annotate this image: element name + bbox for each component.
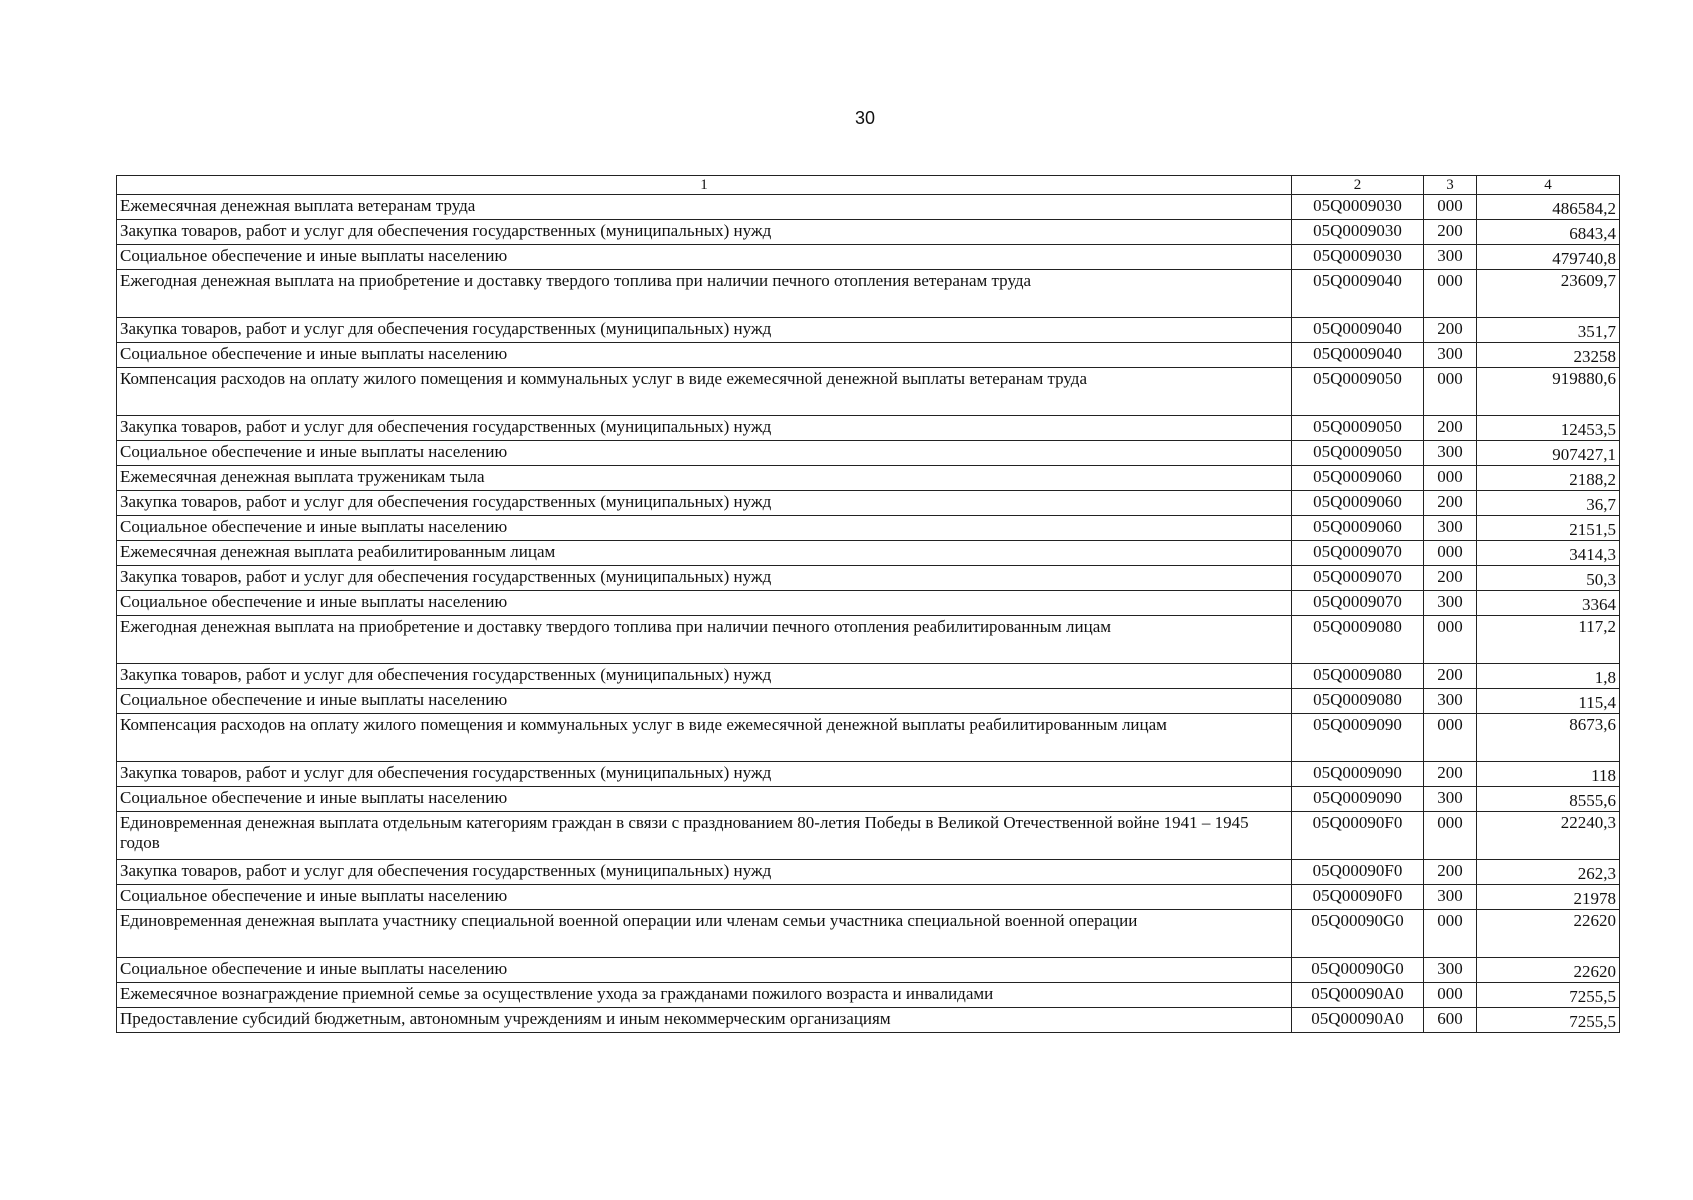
row-code-cell: 05Q0009090 [1292,714,1424,762]
row-code-cell: 05Q00090F0 [1292,812,1424,860]
row-name-cell: Закупка товаров, работ и услуг для обеспечения государственных (муниципальных) нужд [117,664,1292,689]
row-amount-value: 479740,8 [1552,249,1616,268]
row-amount-cell [1477,910,1620,958]
row-kind-cell: 000 [1424,195,1477,220]
row-kind-cell: 300 [1424,441,1477,466]
table-row [117,812,1620,860]
row-amount-value: 115,4 [1578,693,1616,712]
table-row [117,787,1620,812]
row-name-cell: Социальное обеспечение и иные выплаты населению [117,885,1292,910]
row-amount-cell [1477,491,1620,516]
row-kind-cell: 300 [1424,787,1477,812]
table-row [117,591,1620,616]
row-amount-cell [1477,516,1620,541]
row-amount-cell [1477,812,1620,860]
table-row [117,343,1620,368]
row-name-cell: Закупка товаров, работ и услуг для обеспечения государственных (муниципальных) нужд [117,416,1292,441]
row-name-cell: Социальное обеспечение и иные выплаты населению [117,441,1292,466]
row-amount-cell [1477,689,1620,714]
row-name-cell: Социальное обеспечение и иные выплаты населению [117,343,1292,368]
row-amount-value: 118 [1591,766,1616,785]
row-kind-cell: 000 [1424,368,1477,416]
row-kind-cell: 000 [1424,812,1477,860]
row-amount-value: 262,3 [1577,864,1616,883]
row-amount-cell [1477,714,1620,762]
row-amount-value: 22240,3 [1560,813,1616,832]
row-name-cell: Ежемесячная денежная выплата ветеранам труда [117,195,1292,220]
row-amount-cell [1477,318,1620,343]
table-row [117,245,1620,270]
row-amount-value: 7255,5 [1569,1012,1616,1031]
table-row [117,910,1620,958]
row-name-cell: Ежегодная денежная выплата на приобретение и доставку твердого топлива при наличии печного отопления ветеранам труда [117,270,1292,318]
row-amount-cell [1477,616,1620,664]
row-amount-value: 12453,5 [1560,420,1616,439]
row-code-cell: 05Q0009080 [1292,689,1424,714]
row-kind-cell: 000 [1424,714,1477,762]
row-amount-cell [1477,220,1620,245]
row-amount-value: 21978 [1573,889,1616,908]
row-amount-value: 117,2 [1578,617,1616,636]
budget-table [116,175,1620,1033]
table-row [117,220,1620,245]
row-amount-value: 36,7 [1586,495,1616,514]
row-kind-cell: 000 [1424,910,1477,958]
row-name-cell: Ежегодная денежная выплата на приобретение и доставку твердого топлива при наличии печного отопления реабилитированным лицам [117,616,1292,664]
row-name-cell: Единовременная денежная выплата участнику специальной военной операции или членам семьи участника специальной военной операции [117,910,1292,958]
row-amount-cell [1477,466,1620,491]
row-name-cell: Закупка товаров, работ и услуг для обеспечения государственных (муниципальных) нужд [117,762,1292,787]
row-kind-cell: 200 [1424,664,1477,689]
row-amount-value: 23609,7 [1560,271,1616,290]
column-header-1: 1 [117,176,1292,195]
row-name-cell: Социальное обеспечение и иные выплаты населению [117,516,1292,541]
table-row [117,541,1620,566]
table-row [117,762,1620,787]
table-row [117,416,1620,441]
table-row [117,368,1620,416]
row-code-cell: 05Q0009070 [1292,541,1424,566]
row-code-cell: 05Q0009040 [1292,343,1424,368]
row-amount-value: 907427,1 [1552,445,1616,464]
row-amount-value: 1,8 [1594,668,1616,687]
row-amount-cell [1477,270,1620,318]
row-amount-value: 22620 [1573,911,1616,930]
row-amount-value: 8673,6 [1569,715,1616,734]
row-amount-cell [1477,368,1620,416]
table-row [117,616,1620,664]
row-amount-value: 919880,6 [1552,369,1616,388]
row-code-cell: 05Q0009030 [1292,195,1424,220]
row-kind-cell: 600 [1424,1008,1477,1033]
table-row [117,885,1620,910]
row-name-cell: Социальное обеспечение и иные выплаты населению [117,591,1292,616]
row-name-cell: Компенсация расходов на оплату жилого помещения и коммунальных услуг в виде ежемесячной денежной выплаты ветеранам труда [117,368,1292,416]
row-name-cell: Компенсация расходов на оплату жилого помещения и коммунальных услуг в виде ежемесячной денежной выплаты реабилитированным лицам [117,714,1292,762]
row-name-cell: Единовременная денежная выплата отдельным категориям граждан в связи с празднованием 80-летия Победы в Великой Отечественной войне 1941 – 1945 годов [117,812,1292,860]
table-row [117,270,1620,318]
row-kind-cell: 300 [1424,591,1477,616]
row-code-cell: 05Q0009030 [1292,245,1424,270]
row-name-cell: Закупка товаров, работ и услуг для обеспечения государственных (муниципальных) нужд [117,566,1292,591]
table-row [117,664,1620,689]
table-row [117,860,1620,885]
row-amount-value: 8555,6 [1569,791,1616,810]
row-code-cell: 05Q00090F0 [1292,860,1424,885]
row-code-cell: 05Q0009090 [1292,762,1424,787]
table-row [117,689,1620,714]
row-amount-cell [1477,195,1620,220]
table-row [117,516,1620,541]
table-row [117,1008,1620,1033]
row-amount-cell [1477,787,1620,812]
row-kind-cell: 000 [1424,466,1477,491]
row-amount-value: 6843,4 [1569,224,1616,243]
table-row [117,318,1620,343]
row-amount-cell [1477,664,1620,689]
table-header-row [117,176,1620,195]
row-kind-cell: 300 [1424,343,1477,368]
row-name-cell: Социальное обеспечение и иные выплаты населению [117,245,1292,270]
row-name-cell: Ежемесячное вознаграждение приемной семье за осуществление ухода за гражданами пожилого возраста и инвалидами [117,983,1292,1008]
column-header-3: 3 [1424,176,1477,195]
row-amount-cell [1477,983,1620,1008]
row-kind-cell: 000 [1424,616,1477,664]
table-row [117,441,1620,466]
row-amount-value: 351,7 [1577,322,1616,341]
row-amount-cell [1477,860,1620,885]
row-code-cell: 05Q0009060 [1292,516,1424,541]
row-code-cell: 05Q00090A0 [1292,1008,1424,1033]
row-code-cell: 05Q0009070 [1292,591,1424,616]
page-number: 30 [854,108,876,128]
row-kind-cell: 200 [1424,416,1477,441]
column-header-4: 4 [1477,176,1620,195]
table-body [117,195,1620,1033]
row-amount-value: 22620 [1573,962,1616,981]
row-code-cell: 05Q0009050 [1292,441,1424,466]
row-name-cell: Предоставление субсидий бюджетным, автономным учреждениям и иным некоммерческим организациям [117,1008,1292,1033]
row-amount-cell [1477,958,1620,983]
row-amount-cell [1477,762,1620,787]
row-amount-cell [1477,566,1620,591]
row-kind-cell: 300 [1424,245,1477,270]
row-amount-cell [1477,245,1620,270]
row-amount-cell [1477,1008,1620,1033]
row-kind-cell: 200 [1424,491,1477,516]
table-row [117,958,1620,983]
row-amount-value: 2151,5 [1569,520,1616,539]
row-kind-cell: 000 [1424,270,1477,318]
row-name-cell: Социальное обеспечение и иные выплаты населению [117,689,1292,714]
row-amount-cell [1477,416,1620,441]
row-code-cell: 05Q00090F0 [1292,885,1424,910]
row-code-cell: 05Q0009060 [1292,491,1424,516]
row-code-cell: 05Q00090G0 [1292,958,1424,983]
row-kind-cell: 300 [1424,885,1477,910]
row-name-cell: Закупка товаров, работ и услуг для обеспечения государственных (муниципальных) нужд [117,318,1292,343]
row-code-cell: 05Q0009070 [1292,566,1424,591]
row-amount-value: 23258 [1573,347,1616,366]
table-row [117,195,1620,220]
row-name-cell: Закупка товаров, работ и услуг для обеспечения государственных (муниципальных) нужд [117,860,1292,885]
row-name-cell: Социальное обеспечение и иные выплаты населению [117,787,1292,812]
row-amount-value: 7255,5 [1569,987,1616,1006]
row-amount-value: 50,3 [1586,570,1616,589]
row-kind-cell: 300 [1424,958,1477,983]
row-amount-value: 486584,2 [1552,199,1616,218]
row-name-cell: Ежемесячная денежная выплата труженикам тыла [117,466,1292,491]
row-name-cell: Социальное обеспечение и иные выплаты населению [117,958,1292,983]
row-kind-cell: 200 [1424,318,1477,343]
row-kind-cell: 200 [1424,860,1477,885]
row-amount-cell [1477,591,1620,616]
row-code-cell: 05Q00090A0 [1292,983,1424,1008]
row-code-cell: 05Q0009090 [1292,787,1424,812]
row-code-cell: 05Q0009050 [1292,416,1424,441]
row-kind-cell: 200 [1424,762,1477,787]
table-row [117,714,1620,762]
row-name-cell: Ежемесячная денежная выплата реабилитированным лицам [117,541,1292,566]
row-code-cell: 05Q00090G0 [1292,910,1424,958]
row-code-cell: 05Q0009050 [1292,368,1424,416]
row-kind-cell: 200 [1424,566,1477,591]
row-kind-cell: 300 [1424,516,1477,541]
row-amount-cell [1477,441,1620,466]
row-name-cell: Закупка товаров, работ и услуг для обеспечения государственных (муниципальных) нужд [117,220,1292,245]
row-kind-cell: 000 [1424,983,1477,1008]
row-code-cell: 05Q0009040 [1292,270,1424,318]
table-row [117,491,1620,516]
row-amount-cell [1477,541,1620,566]
row-name-cell: Закупка товаров, работ и услуг для обеспечения государственных (муниципальных) нужд [117,491,1292,516]
row-code-cell: 05Q0009080 [1292,616,1424,664]
column-header-2: 2 [1292,176,1424,195]
row-code-cell: 05Q0009060 [1292,466,1424,491]
row-code-cell: 05Q0009040 [1292,318,1424,343]
row-kind-cell: 000 [1424,541,1477,566]
table-row [117,983,1620,1008]
row-kind-cell: 200 [1424,220,1477,245]
row-amount-cell [1477,885,1620,910]
row-kind-cell: 300 [1424,689,1477,714]
row-amount-value: 3414,3 [1569,545,1616,564]
row-amount-cell [1477,343,1620,368]
table-row [117,466,1620,491]
row-amount-value: 3364 [1582,595,1616,614]
row-code-cell: 05Q0009080 [1292,664,1424,689]
row-amount-value: 2188,2 [1569,470,1616,489]
row-code-cell: 05Q0009030 [1292,220,1424,245]
table-row [117,566,1620,591]
